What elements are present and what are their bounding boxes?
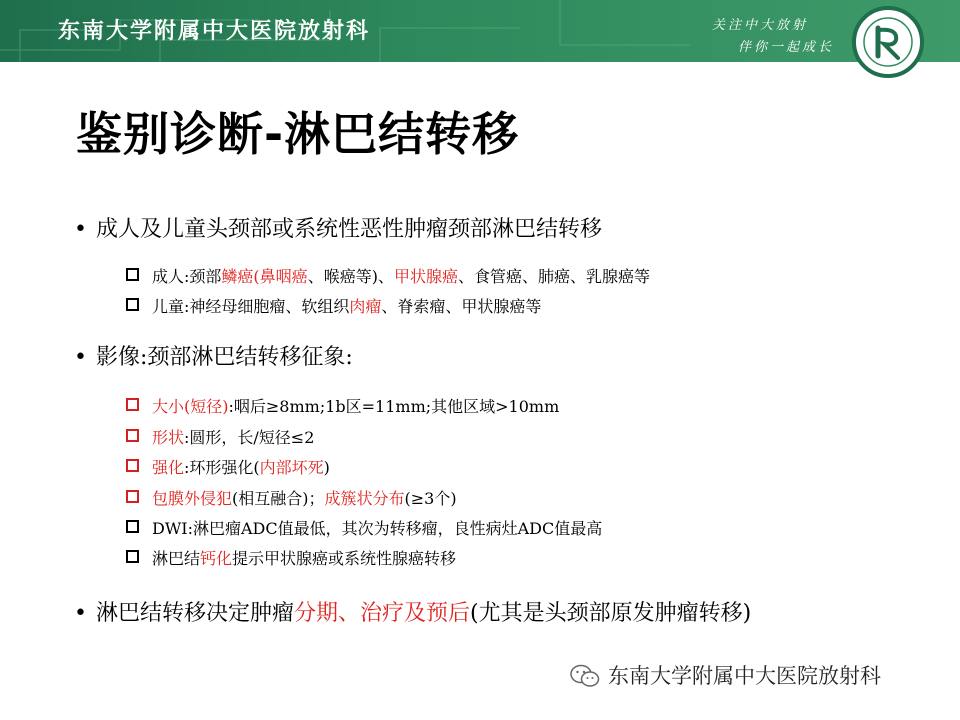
square-bullet-icon (126, 268, 139, 281)
bullet-imaging (74, 340, 353, 371)
sub-item-dwi: DWI:淋巴瘤ADC值最低，其次为转移瘤，良性病灶ADC值最高 (126, 516, 602, 539)
square-bullet-icon (126, 298, 139, 311)
page-title: 鉴别诊断-淋巴结转移 (76, 107, 520, 161)
square-bullet-icon (126, 429, 139, 442)
bullet-text: 成人及儿童头颈部或系统性恶性肿瘤颈部淋巴结转移 (96, 217, 603, 242)
bullet-dot-icon: • (74, 217, 87, 242)
sub-item-calcification: 淋巴结钙化提示甲状腺癌或系统性腺癌转移 (126, 546, 456, 569)
sub-item-size: 大小(短径):咽后≥8mm;1b区=11mm;其他区域>10mm (126, 394, 559, 417)
hospital-logo-icon (850, 4, 926, 80)
square-bullet-icon (126, 520, 139, 533)
wechat-icon (570, 663, 600, 689)
bullet-prognosis: • 淋巴结转移决定肿瘤分期、治疗及预后(尤其是头颈部原发肿瘤转移) (74, 601, 752, 626)
square-bullet-icon (126, 490, 139, 503)
square-bullet-icon (126, 398, 139, 411)
sub-item-adult: 成人:颈部鳞癌(鼻咽癌、喉癌等)、甲状腺癌、食管癌、肺癌、乳腺癌等 (126, 264, 650, 287)
slogan-line-2: 伴你一起成长 (738, 40, 835, 55)
square-bullet-icon (126, 459, 139, 472)
sub-item-shape: 形状:圆形，长/短径≤2 (126, 425, 314, 448)
bullet-text: 影像:颈部淋巴结转移征象: (96, 345, 353, 370)
hospital-name: 东南大学附属中大医院放射科 (58, 19, 371, 44)
sub-item-capsule: 包膜外侵犯(相互融合)；成簇状分布(≥3个) (126, 486, 457, 509)
bullet-cancer-types (74, 212, 602, 243)
footer-watermark (570, 660, 881, 690)
bullet-dot-icon: • (74, 345, 87, 370)
slogan-line-1: 关注中大放射 (712, 18, 809, 33)
bullet-dot-icon: • (74, 601, 87, 626)
header-banner (0, 0, 960, 62)
square-bullet-icon (126, 550, 139, 563)
sub-item-enhancement: 强化:环形强化(内部坏死) (126, 455, 330, 478)
footer-text: 东南大学附属中大医院放射科 (608, 664, 881, 688)
sub-item-child: 儿童:神经母细胞瘤、软组织肉瘤、脊索瘤、甲状腺癌等 (126, 294, 541, 317)
